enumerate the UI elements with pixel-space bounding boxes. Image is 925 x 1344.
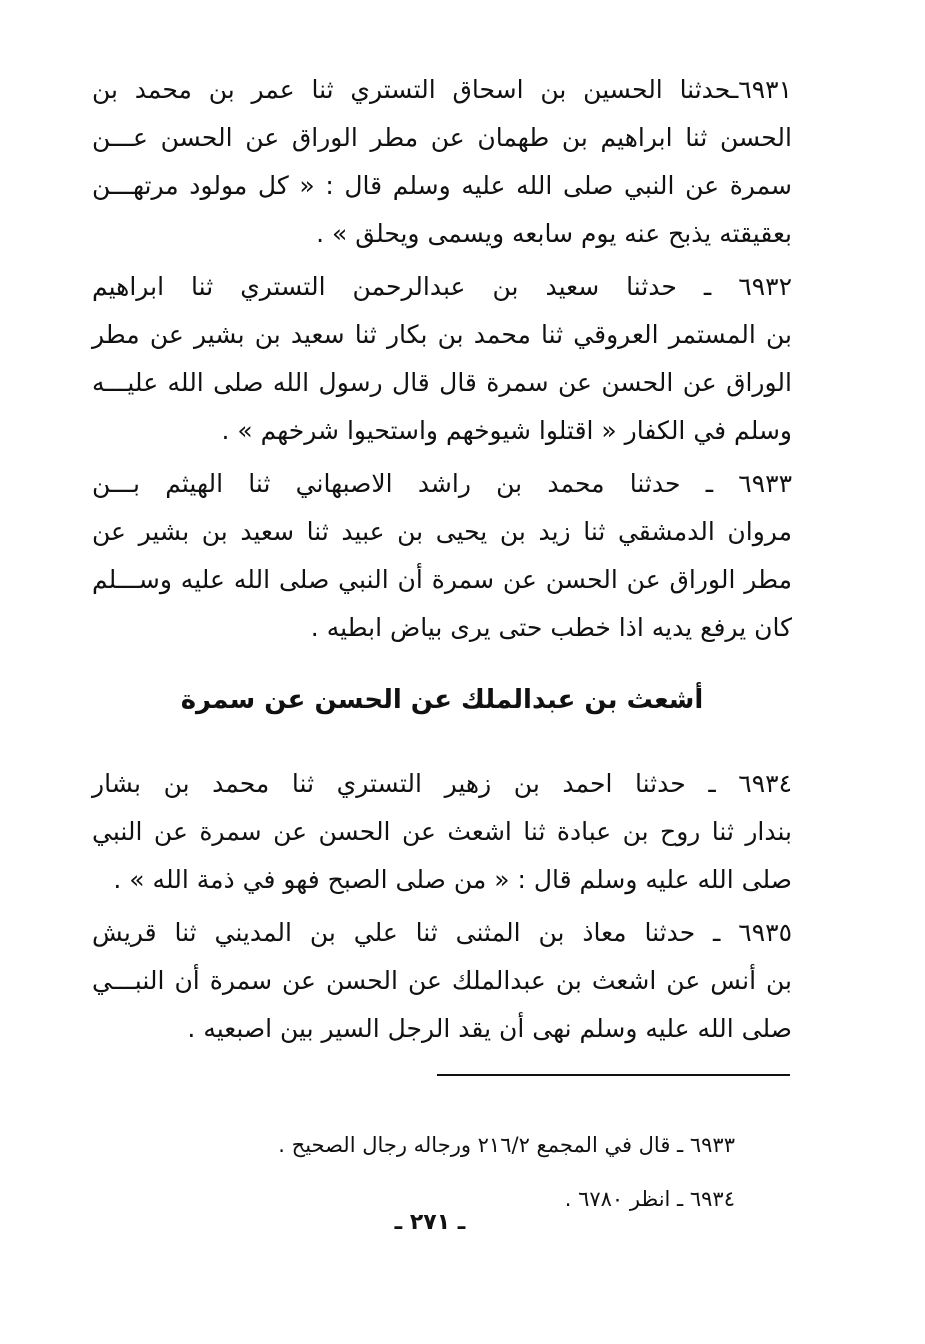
text-line: صلى الله عليه وسلم قال : « من صلى الصبح فهو في ذمة الله » .: [113, 865, 792, 894]
text-line: ٦٩٣٣ ـ حدثنا محمد بن راشد الاصبهاني ثنا الهيثم بـــن: [92, 469, 792, 498]
main-text: [92, 66, 792, 1058]
text-line: بندار ثنا روح بن عبادة ثنا اشعث عن الحسن عن سمرة عن النبي: [92, 817, 792, 846]
text-line: مروان الدمشقي ثنا زيد بن يحيى بن عبيد ثنا سعيد بن بشير عن: [92, 517, 792, 546]
text-line: كان يرفع يديه اذا خطب حتى يرى بياض ابطيه .: [310, 613, 792, 642]
text-line: الحسن ثنا ابراهيم بن طهمان عن مطر الوراق عن الحسن عـــن: [92, 123, 792, 152]
footnote-6934: ٦٩٣٤ ـ انظر ٦٧٨٠ .: [564, 1187, 735, 1211]
hadith-6932: [92, 263, 792, 455]
text-line: بن أنس عن اشعث بن عبدالملك عن الحسن عن سمرة أن النبـــي: [92, 966, 792, 995]
text-line: مطر الوراق عن الحسن عن سمرة أن النبي صلى الله عليه وســـلم: [92, 565, 792, 594]
section-heading: أشعث بن عبدالملك عن الحسن عن سمرة: [180, 685, 704, 715]
text-line: بن المستمر العروقي ثنا محمد بن بكار ثنا سعيد بن بشير عن مطر: [92, 320, 792, 349]
footnote-divider: [437, 1074, 790, 1076]
text-line: ٦٩٣١ـحدثنا الحسين بن اسحاق التستري ثنا عمر بن محمد بن: [92, 75, 792, 104]
text-line: وسلم في الكفار « اقتلوا شيوخهم واستحيوا شرخهم » .: [221, 416, 792, 445]
page-number: ـ ٢٧١ ـ: [394, 1210, 466, 1235]
hadith-6933: [92, 460, 792, 652]
text-line: صلى الله عليه وسلم نهى أن يقد الرجل السير بين اصبعيه .: [187, 1014, 792, 1043]
text-line: ٦٩٣٢ ـ حدثنا سعيد بن عبدالرحمن التستري ثنا ابراهيم: [92, 272, 792, 301]
hadith-6931: [92, 66, 792, 258]
hadith-6935: [92, 909, 792, 1053]
text-line: ٦٩٣٥ ـ حدثنا معاذ بن المثنى ثنا علي بن المديني ثنا قريش: [92, 918, 792, 947]
text-line: سمرة عن النبي صلى الله عليه وسلم قال : « كل مولود مرتهـــن: [92, 171, 792, 200]
footnote-6933: ٦٩٣٣ ـ قال في المجمع ٢١٦/٢ ورجاله رجال الصحيح .: [278, 1133, 735, 1157]
text-line: بعقيقته يذبح عنه يوم سابعه ويسمى ويحلق » .: [316, 219, 792, 248]
text-line: الوراق عن الحسن عن سمرة قال قال رسول الله صلى الله عليـــه: [92, 368, 792, 397]
hadith-6934: [92, 760, 792, 904]
text-line: ٦٩٣٤ ـ حدثنا احمد بن زهير التستري ثنا محمد بن بشار: [92, 769, 792, 798]
